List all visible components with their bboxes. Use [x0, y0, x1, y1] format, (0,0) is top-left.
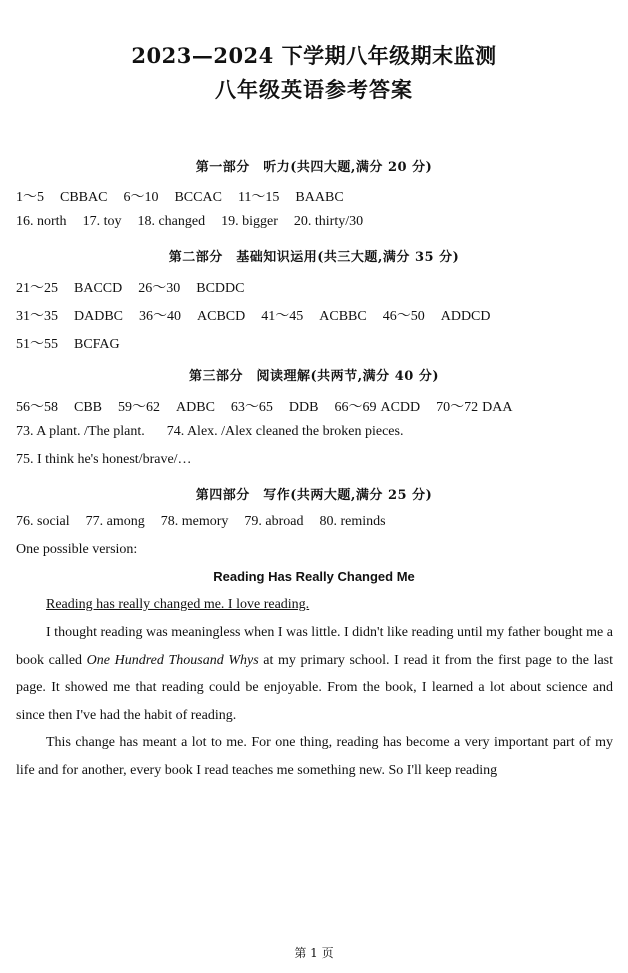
essay-opening: Reading has really changed me. I love reading.	[46, 597, 310, 612]
answer-range: 46～50	[382, 309, 425, 324]
part2-answers-row2	[16, 305, 491, 325]
paragraph-text: at my primary school. I read it from the first page to the last page. It showed me that reading could be enjoyable. From the book, I learned a lot about science and since then I've had the habit of reading.	[16, 652, 614, 723]
essay-paragraph-1	[16, 619, 613, 729]
answer-range: 59～62	[118, 400, 161, 415]
part3-answers-row1	[16, 396, 513, 416]
fill-answer: 17. toy	[82, 214, 122, 229]
answer-letters: BAABC	[295, 190, 344, 205]
fill-answer: 76. social	[16, 514, 70, 529]
answer-range: 36～40	[139, 309, 182, 324]
part3-answers-row2	[16, 424, 403, 440]
answer-75: 75. I think he's honest/brave/…	[16, 452, 192, 467]
answer-range: 66～69	[334, 400, 377, 415]
version-label: One possible version:	[16, 542, 138, 557]
part4-answers-row1	[16, 514, 386, 530]
answer-range: 21～25	[16, 281, 58, 296]
answer-74: 74. Alex. /Alex cleaned the broken pieces.	[166, 424, 404, 439]
answer-letters: ACDD	[380, 400, 421, 415]
part2-answers-row1	[16, 277, 244, 297]
answer-letters: CBBAC	[60, 190, 108, 205]
answer-letters: CBB	[74, 400, 103, 415]
part1-heading: 第一部分 听力(共四大题,满分 20 分)	[195, 160, 433, 175]
answer-range: 1～5	[16, 190, 44, 205]
paragraph-text: I thought reading was meaningless when I was little. I didn't like reading until my father bought me a book called	[16, 625, 613, 668]
fill-answer: 18. changed	[137, 214, 206, 229]
answer-range: 6～10	[123, 190, 159, 205]
document-subtitle: 八年级英语参考答案	[215, 77, 413, 102]
answer-73: 73. A plant. /The plant.	[16, 424, 145, 439]
answer-range: 41～45	[261, 309, 304, 324]
answer-range: 70～72	[436, 400, 479, 415]
answer-letters: DADBC	[74, 309, 124, 324]
fill-answer: 79. abroad	[244, 514, 304, 529]
answer-letters: DAA	[482, 400, 513, 415]
part1-answers-row1	[16, 186, 344, 206]
essay-title: Reading Has Really Changed Me	[213, 569, 415, 584]
answer-letters: DDB	[288, 400, 319, 415]
fill-answer: 20. thirty/30	[293, 214, 364, 229]
document-title: 2023—2024 下学期八年级期末监测	[131, 43, 497, 68]
answer-letters: ADDCD	[440, 309, 491, 324]
fill-answer: 77. among	[85, 514, 145, 529]
part2-answers-row3	[16, 333, 120, 353]
fill-answer: 19. bigger	[221, 214, 278, 229]
essay-paragraph-2: This change has meant a lot to me. For one thing, reading has become a very important part of my life and for another, every book I read teaches me something new. So I'll keep reading	[16, 735, 613, 778]
answer-range: 26～30	[138, 281, 181, 296]
part2-heading: 第二部分 基础知识运用(共三大题,满分 35 分)	[168, 250, 460, 265]
fill-answer: 80. reminds	[319, 514, 386, 529]
part4-heading: 第四部分 写作(共两大题,满分 25 分)	[195, 488, 433, 503]
answer-letters: ADBC	[176, 400, 215, 415]
answer-range: 56～58	[16, 400, 58, 415]
answer-letters: BACCD	[74, 281, 123, 296]
page-number: 第 1 页	[294, 946, 334, 960]
answer-range: 31～35	[16, 309, 58, 324]
fill-answer: 16. north	[16, 214, 67, 229]
part1-answers-row2	[16, 214, 363, 230]
answer-range: 51～55	[16, 337, 58, 352]
answer-letters: BCDDC	[196, 281, 245, 296]
part3-heading: 第三部分 阅读理解(共两节,满分 40 分)	[189, 369, 439, 384]
fill-answer: 78. memory	[160, 514, 229, 529]
answer-letters: ACBBC	[319, 309, 367, 324]
answer-range: 11～15	[237, 190, 280, 205]
book-title: One Hundred Thousand Whys	[86, 652, 259, 668]
answer-letters: BCFAG	[74, 337, 120, 352]
answer-letters: ACBCD	[197, 309, 246, 324]
answer-letters: BCCAC	[174, 190, 222, 205]
answer-range: 63～65	[230, 400, 273, 415]
